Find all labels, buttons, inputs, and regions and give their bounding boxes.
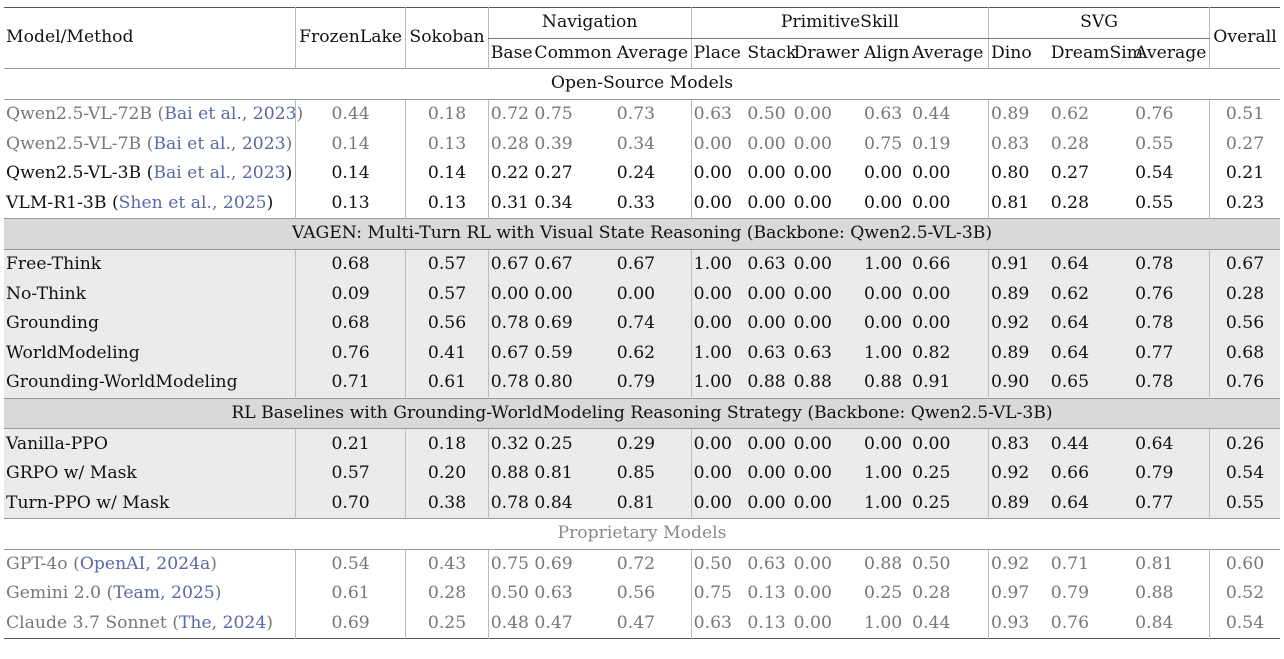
section-title: RL Baselines with Grounding-WorldModeling Reasoning Strategy (Backbone: Qwen2.5-VL-3B)	[4, 398, 1280, 429]
model-name-cell	[4, 459, 295, 489]
value-cell: 0.09	[295, 279, 406, 309]
value-cell: 0.88	[488, 459, 532, 489]
value-cell: 0.52	[1210, 579, 1280, 609]
value-cell: 0.14	[406, 159, 488, 189]
value-cell: 0.63	[745, 339, 791, 369]
model-name-cell: Gemini 2.0 (Team, 2025)	[6, 583, 222, 604]
model-name: GPT-4o	[6, 553, 68, 574]
value-cell: 0.55	[1135, 192, 1174, 213]
value-cell: 1.00	[862, 489, 910, 519]
value-cell: 0.47	[616, 613, 656, 634]
value-cell: 0.88	[745, 368, 791, 398]
value-cell: 0.00	[792, 249, 862, 279]
table-row	[4, 429, 1280, 459]
model-name: GRPO w/ Mask	[6, 463, 137, 484]
section-open-source	[4, 69, 1280, 100]
value-cell: 0.00	[691, 459, 745, 489]
value-cell: 0.57	[406, 249, 488, 279]
value-cell: 0.68	[295, 249, 406, 279]
model-name: Grounding-WorldModeling	[6, 372, 238, 393]
value-cell: 0.74	[615, 309, 691, 339]
model-name: WorldModeling	[6, 342, 140, 363]
value-cell: 0.73	[615, 99, 691, 129]
value-cell: 0.63	[792, 339, 862, 369]
value-cell: 0.50	[691, 549, 745, 579]
value-cell: 0.71	[1049, 549, 1133, 579]
value-cell: 0.28	[1050, 192, 1090, 213]
value-cell: 0.57	[406, 279, 488, 309]
value-cell: 0.77	[1133, 339, 1209, 369]
value-cell: 0.25	[406, 609, 488, 639]
value-cell: 0.28	[1050, 133, 1090, 154]
model-name-cell	[4, 339, 295, 369]
value-cell: 0.00	[912, 192, 951, 213]
value-cell: 0.89	[989, 99, 1049, 129]
value-cell: 0.18	[406, 99, 488, 129]
value-cell: 0.84	[1135, 613, 1174, 634]
value-cell: 0.56	[616, 583, 656, 604]
subheader-nav-base: Base	[488, 38, 532, 69]
model-name-cell	[4, 309, 295, 339]
value-cell: 0.67	[488, 249, 532, 279]
table-row	[4, 339, 1280, 369]
value-cell: 0.21	[295, 429, 406, 459]
sokoban-header: Sokoban	[406, 8, 488, 69]
value-cell: 0.68	[1210, 339, 1280, 369]
section-rl-baselines	[4, 398, 1280, 429]
section-title: VAGEN: Multi-Turn RL with Visual State Reasoning (Backbone: Qwen2.5-VL-3B)	[4, 219, 1280, 250]
value-cell: 0.78	[488, 309, 532, 339]
value-cell: 0.00	[488, 279, 532, 309]
value-cell: 0.50	[745, 99, 791, 129]
value-cell: 0.00	[745, 489, 791, 519]
table-row	[4, 609, 1280, 639]
table-row	[4, 489, 1280, 519]
value-cell: 0.70	[295, 489, 406, 519]
value-cell: 0.18	[406, 429, 488, 459]
value-cell: 0.51	[1210, 99, 1280, 129]
value-cell: 0.00	[863, 163, 903, 184]
value-cell: 0.43	[406, 549, 488, 579]
value-cell: 0.24	[616, 163, 656, 184]
table-row	[4, 279, 1280, 309]
value-cell: 0.44	[1049, 429, 1133, 459]
value-cell: 0.78	[1133, 368, 1209, 398]
value-cell: 0.67	[615, 249, 691, 279]
value-cell: 0.00	[910, 279, 988, 309]
value-cell: 0.00	[792, 549, 862, 579]
value-cell: 0.88	[862, 368, 910, 398]
table-row	[4, 459, 1280, 489]
value-cell: 0.25	[910, 489, 988, 519]
value-cell: 0.67	[532, 249, 614, 279]
value-cell: 0.00	[747, 192, 786, 213]
table-row	[4, 189, 1280, 219]
model-name: Gemini 2.0	[6, 583, 102, 604]
value-cell: 0.54	[1135, 163, 1174, 184]
value-cell: 0.64	[1049, 309, 1133, 339]
citation-link[interactable]: Bai et al., 2023	[164, 103, 297, 124]
value-cell: 0.28	[1210, 279, 1280, 309]
value-cell: 0.00	[745, 309, 791, 339]
value-cell: 0.67	[1210, 249, 1280, 279]
svg-header: SVG	[989, 8, 1210, 39]
value-cell: 0.00	[745, 279, 791, 309]
value-cell: 0.00	[691, 309, 745, 339]
value-cell: 0.72	[615, 549, 691, 579]
table-row	[4, 368, 1280, 398]
value-cell: 0.20	[406, 459, 488, 489]
section-vagen	[4, 219, 1280, 250]
value-cell: 0.66	[910, 249, 988, 279]
value-cell: 0.75	[691, 579, 745, 609]
results-table	[4, 7, 1280, 639]
value-cell: 0.60	[1210, 549, 1280, 579]
value-cell: 0.56	[406, 309, 488, 339]
value-cell: 0.23	[1210, 189, 1280, 219]
value-cell: 0.67	[488, 339, 532, 369]
value-cell: 0.00	[691, 489, 745, 519]
value-cell: 0.81	[532, 459, 614, 489]
value-cell: 0.88	[1135, 583, 1174, 604]
value-cell: 0.00	[747, 133, 786, 154]
section-proprietary	[4, 519, 1280, 550]
value-cell: 0.79	[615, 368, 691, 398]
value-cell: 0.63	[862, 99, 910, 129]
subheader-stack: Stack	[747, 42, 797, 63]
value-cell: 0.92	[989, 459, 1049, 489]
citation-link[interactable]: Bai et al., 2023	[153, 133, 286, 154]
value-cell: 0.57	[295, 459, 406, 489]
value-cell: 0.00	[793, 192, 832, 213]
subheader-svg-average: Average	[1135, 42, 1207, 63]
model-name-cell	[4, 489, 295, 519]
value-cell: 0.00	[745, 459, 791, 489]
model-column-header: Model/Method	[6, 27, 134, 48]
value-cell: 0.13	[295, 189, 406, 219]
table-row	[4, 99, 1280, 129]
value-cell: 0.55	[1210, 489, 1280, 519]
value-cell: 0.61	[406, 368, 488, 398]
value-cell: 0.93	[989, 609, 1049, 639]
value-cell: 0.00	[691, 279, 745, 309]
subheader-place: Place	[691, 38, 745, 69]
value-cell: 0.00	[691, 429, 745, 459]
value-cell: 0.44	[910, 99, 988, 129]
value-cell: 0.63	[691, 99, 745, 129]
value-cell: 0.27	[534, 163, 573, 184]
value-cell: 0.75	[488, 549, 532, 579]
value-cell: 0.62	[615, 339, 691, 369]
value-cell: 0.29	[615, 429, 691, 459]
subheader-dreamsim: DreamSim	[1050, 42, 1144, 63]
model-name-cell	[4, 249, 295, 279]
value-cell: 0.00	[532, 279, 614, 309]
value-cell: 0.31	[488, 189, 532, 219]
value-cell: 0.81	[989, 189, 1049, 219]
value-cell: 0.00	[792, 429, 862, 459]
value-cell: 0.97	[989, 579, 1049, 609]
value-cell: 0.76	[1050, 613, 1090, 634]
value-cell: 0.28	[488, 129, 532, 159]
value-cell: 0.91	[989, 249, 1049, 279]
value-cell: 0.89	[989, 489, 1049, 519]
value-cell: 0.13	[406, 189, 488, 219]
value-cell: 0.81	[615, 489, 691, 519]
model-name-cell: Qwen2.5-VL-7B (Bai et al., 2023)	[6, 133, 293, 154]
value-cell: 0.62	[1049, 99, 1133, 129]
value-cell: 0.69	[532, 549, 614, 579]
model-name-cell	[4, 279, 295, 309]
citation-link[interactable]: Shen et al., 2025	[118, 192, 267, 213]
model-name: Free-Think	[6, 253, 102, 274]
value-cell: 0.00	[793, 583, 832, 604]
value-cell: 0.00	[691, 159, 745, 189]
value-cell: 0.21	[1210, 159, 1280, 189]
value-cell: 0.50	[488, 579, 532, 609]
frozenlake-header: FrozenLake	[295, 8, 406, 69]
model-name-cell: Qwen2.5-VL-3B (Bai et al., 2023)	[6, 163, 293, 184]
section-title: Proprietary Models	[4, 519, 1280, 550]
value-cell: 0.25	[532, 429, 614, 459]
value-cell: 0.82	[910, 339, 988, 369]
table-row	[4, 159, 1280, 189]
citation-link[interactable]: Team, 2025	[113, 583, 215, 604]
value-cell: 0.78	[1133, 309, 1209, 339]
subheader-dino: Dino	[989, 38, 1049, 69]
value-cell: 0.54	[295, 549, 406, 579]
value-cell: 1.00	[862, 339, 910, 369]
value-cell: 0.00	[691, 189, 745, 219]
value-cell: 0.85	[615, 459, 691, 489]
model-name-cell: VLM-R1-3B (Shen et al., 2025)	[6, 192, 274, 213]
value-cell: 0.68	[295, 309, 406, 339]
value-cell: 1.00	[691, 368, 745, 398]
value-cell: 0.14	[295, 129, 406, 159]
value-cell: 0.13	[747, 613, 786, 634]
value-cell: 0.13	[747, 583, 786, 604]
value-cell: 0.27	[1210, 129, 1280, 159]
value-cell: 0.79	[1133, 459, 1209, 489]
value-cell: 0.00	[863, 192, 903, 213]
value-cell: 0.41	[406, 339, 488, 369]
value-cell: 0.00	[792, 459, 862, 489]
value-cell: 0.33	[616, 192, 656, 213]
value-cell: 0.64	[1049, 489, 1133, 519]
value-cell: 0.00	[912, 163, 951, 184]
value-cell: 0.63	[745, 549, 791, 579]
model-name: Claude 3.7 Sonnet	[6, 613, 167, 634]
table-row	[4, 249, 1280, 279]
value-cell: 0.64	[1049, 339, 1133, 369]
value-cell: 0.00	[862, 429, 910, 459]
value-cell: 0.78	[488, 368, 532, 398]
model-name: Turn-PPO w/ Mask	[6, 492, 170, 513]
value-cell: 0.22	[488, 159, 532, 189]
value-cell: 0.92	[989, 549, 1049, 579]
model-name-cell: GPT-4o (OpenAI, 2024a)	[4, 549, 295, 579]
value-cell: 0.83	[989, 129, 1049, 159]
value-cell: 0.63	[745, 249, 791, 279]
value-cell: 0.00	[910, 429, 988, 459]
value-cell: 0.90	[989, 368, 1049, 398]
value-cell: 1.00	[691, 249, 745, 279]
value-cell: 0.00	[792, 99, 862, 129]
value-cell: 0.69	[295, 609, 406, 639]
value-cell: 0.00	[862, 309, 910, 339]
value-cell: 0.50	[910, 549, 988, 579]
value-cell: 0.81	[1133, 549, 1209, 579]
value-cell: 0.78	[1133, 249, 1209, 279]
model-name-cell	[4, 368, 295, 398]
value-cell: 0.38	[406, 489, 488, 519]
value-cell: 0.00	[747, 163, 786, 184]
value-cell: 0.14	[295, 159, 406, 189]
value-cell: 0.34	[534, 192, 573, 213]
value-cell: 0.76	[1210, 368, 1280, 398]
value-cell: 0.88	[792, 368, 862, 398]
value-cell: 0.69	[532, 309, 614, 339]
value-cell: 0.32	[488, 429, 532, 459]
value-cell: 0.63	[691, 609, 745, 639]
value-cell: 0.64	[1049, 249, 1133, 279]
value-cell: 0.89	[989, 339, 1049, 369]
value-cell: 0.64	[1133, 429, 1209, 459]
value-cell: 0.48	[488, 609, 532, 639]
model-name: Qwen2.5-VL-72B	[6, 103, 153, 124]
value-cell: 0.84	[532, 489, 614, 519]
value-cell: 0.44	[295, 99, 406, 129]
navigation-header: Navigation	[488, 8, 691, 39]
value-cell: 0.00	[792, 489, 862, 519]
table-row	[4, 549, 1280, 579]
primitiveskill-header: PrimitiveSkill	[691, 8, 988, 39]
citation-link[interactable]: OpenAI, 2024a	[79, 553, 211, 574]
value-cell: 0.61	[295, 579, 406, 609]
model-name: VLM-R1-3B	[6, 192, 107, 213]
value-cell: 0.78	[488, 489, 532, 519]
value-cell: 0.63	[534, 583, 573, 604]
subheader-prim-average: Average	[912, 42, 984, 63]
value-cell: 0.66	[1049, 459, 1133, 489]
subheader-align: Align	[863, 42, 910, 63]
value-cell: 0.71	[295, 368, 406, 398]
value-cell: 1.00	[862, 249, 910, 279]
value-cell: 0.28	[912, 583, 951, 604]
value-cell: 0.75	[863, 133, 903, 154]
model-name: Vanilla-PPO	[6, 433, 108, 454]
value-cell: 0.26	[1210, 429, 1280, 459]
value-cell: 0.76	[295, 339, 406, 369]
section-title: Open-Source Models	[4, 69, 1280, 100]
value-cell: 0.00	[793, 613, 832, 634]
value-cell: 0.91	[910, 368, 988, 398]
value-cell: 0.83	[989, 429, 1049, 459]
value-cell: 1.00	[863, 613, 903, 634]
subheader-drawer: Drawer	[793, 42, 859, 63]
value-cell: 0.47	[534, 613, 573, 634]
value-cell: 0.80	[989, 159, 1049, 189]
value-cell: 0.55	[1135, 133, 1174, 154]
value-cell: 0.00	[792, 309, 862, 339]
value-cell: 0.00	[691, 129, 745, 159]
model-name-cell: Claude 3.7 Sonnet (The, 2024)	[6, 613, 274, 634]
value-cell: 0.44	[912, 613, 951, 634]
table-row	[4, 129, 1280, 159]
value-cell: 0.75	[532, 99, 614, 129]
table-row	[4, 579, 1280, 609]
value-cell: 1.00	[691, 339, 745, 369]
value-cell: 0.77	[1133, 489, 1209, 519]
value-cell: 0.54	[1210, 459, 1280, 489]
value-cell: 0.72	[488, 99, 532, 129]
subheader-nav-common: Common	[534, 42, 612, 63]
value-cell: 0.76	[1133, 279, 1209, 309]
table-row	[4, 309, 1280, 339]
value-cell: 0.28	[406, 579, 488, 609]
value-cell: 1.00	[862, 459, 910, 489]
model-name: Qwen2.5-VL-3B	[6, 163, 142, 184]
value-cell: 0.76	[1133, 99, 1209, 129]
value-cell: 0.00	[862, 279, 910, 309]
model-name: No-Think	[6, 283, 87, 304]
value-cell: 0.00	[910, 309, 988, 339]
value-cell: 0.25	[910, 459, 988, 489]
model-name-cell: Qwen2.5-VL-72B (Bai et al., 2023)	[4, 99, 295, 129]
value-cell: 0.13	[406, 129, 488, 159]
value-cell: 0.80	[532, 368, 614, 398]
value-cell: 0.00	[615, 279, 691, 309]
value-cell: 0.62	[1049, 279, 1133, 309]
value-cell: 0.27	[1050, 163, 1090, 184]
value-cell: 0.39	[534, 133, 573, 154]
value-cell: 0.00	[792, 279, 862, 309]
value-cell: 0.54	[1210, 609, 1280, 639]
value-cell: 0.92	[989, 309, 1049, 339]
value-cell: 0.65	[1049, 368, 1133, 398]
subheader-nav-average: Average	[616, 42, 689, 63]
value-cell: 0.19	[912, 133, 951, 154]
model-name: Qwen2.5-VL-7B	[6, 133, 142, 154]
value-cell: 0.00	[745, 429, 791, 459]
value-cell: 0.59	[532, 339, 614, 369]
model-name: Grounding	[6, 313, 100, 334]
citation-link[interactable]: The, 2024	[178, 613, 267, 634]
value-cell: 0.25	[863, 583, 903, 604]
value-cell: 0.00	[793, 163, 832, 184]
citation-link[interactable]: Bai et al., 2023	[153, 163, 286, 184]
value-cell: 0.00	[793, 133, 832, 154]
model-name-cell	[4, 429, 295, 459]
overall-header: Overall	[1210, 8, 1280, 69]
value-cell: 0.88	[862, 549, 910, 579]
value-cell: 0.34	[616, 133, 656, 154]
value-cell: 0.56	[1210, 309, 1280, 339]
value-cell: 0.79	[1050, 583, 1090, 604]
value-cell: 0.89	[989, 279, 1049, 309]
